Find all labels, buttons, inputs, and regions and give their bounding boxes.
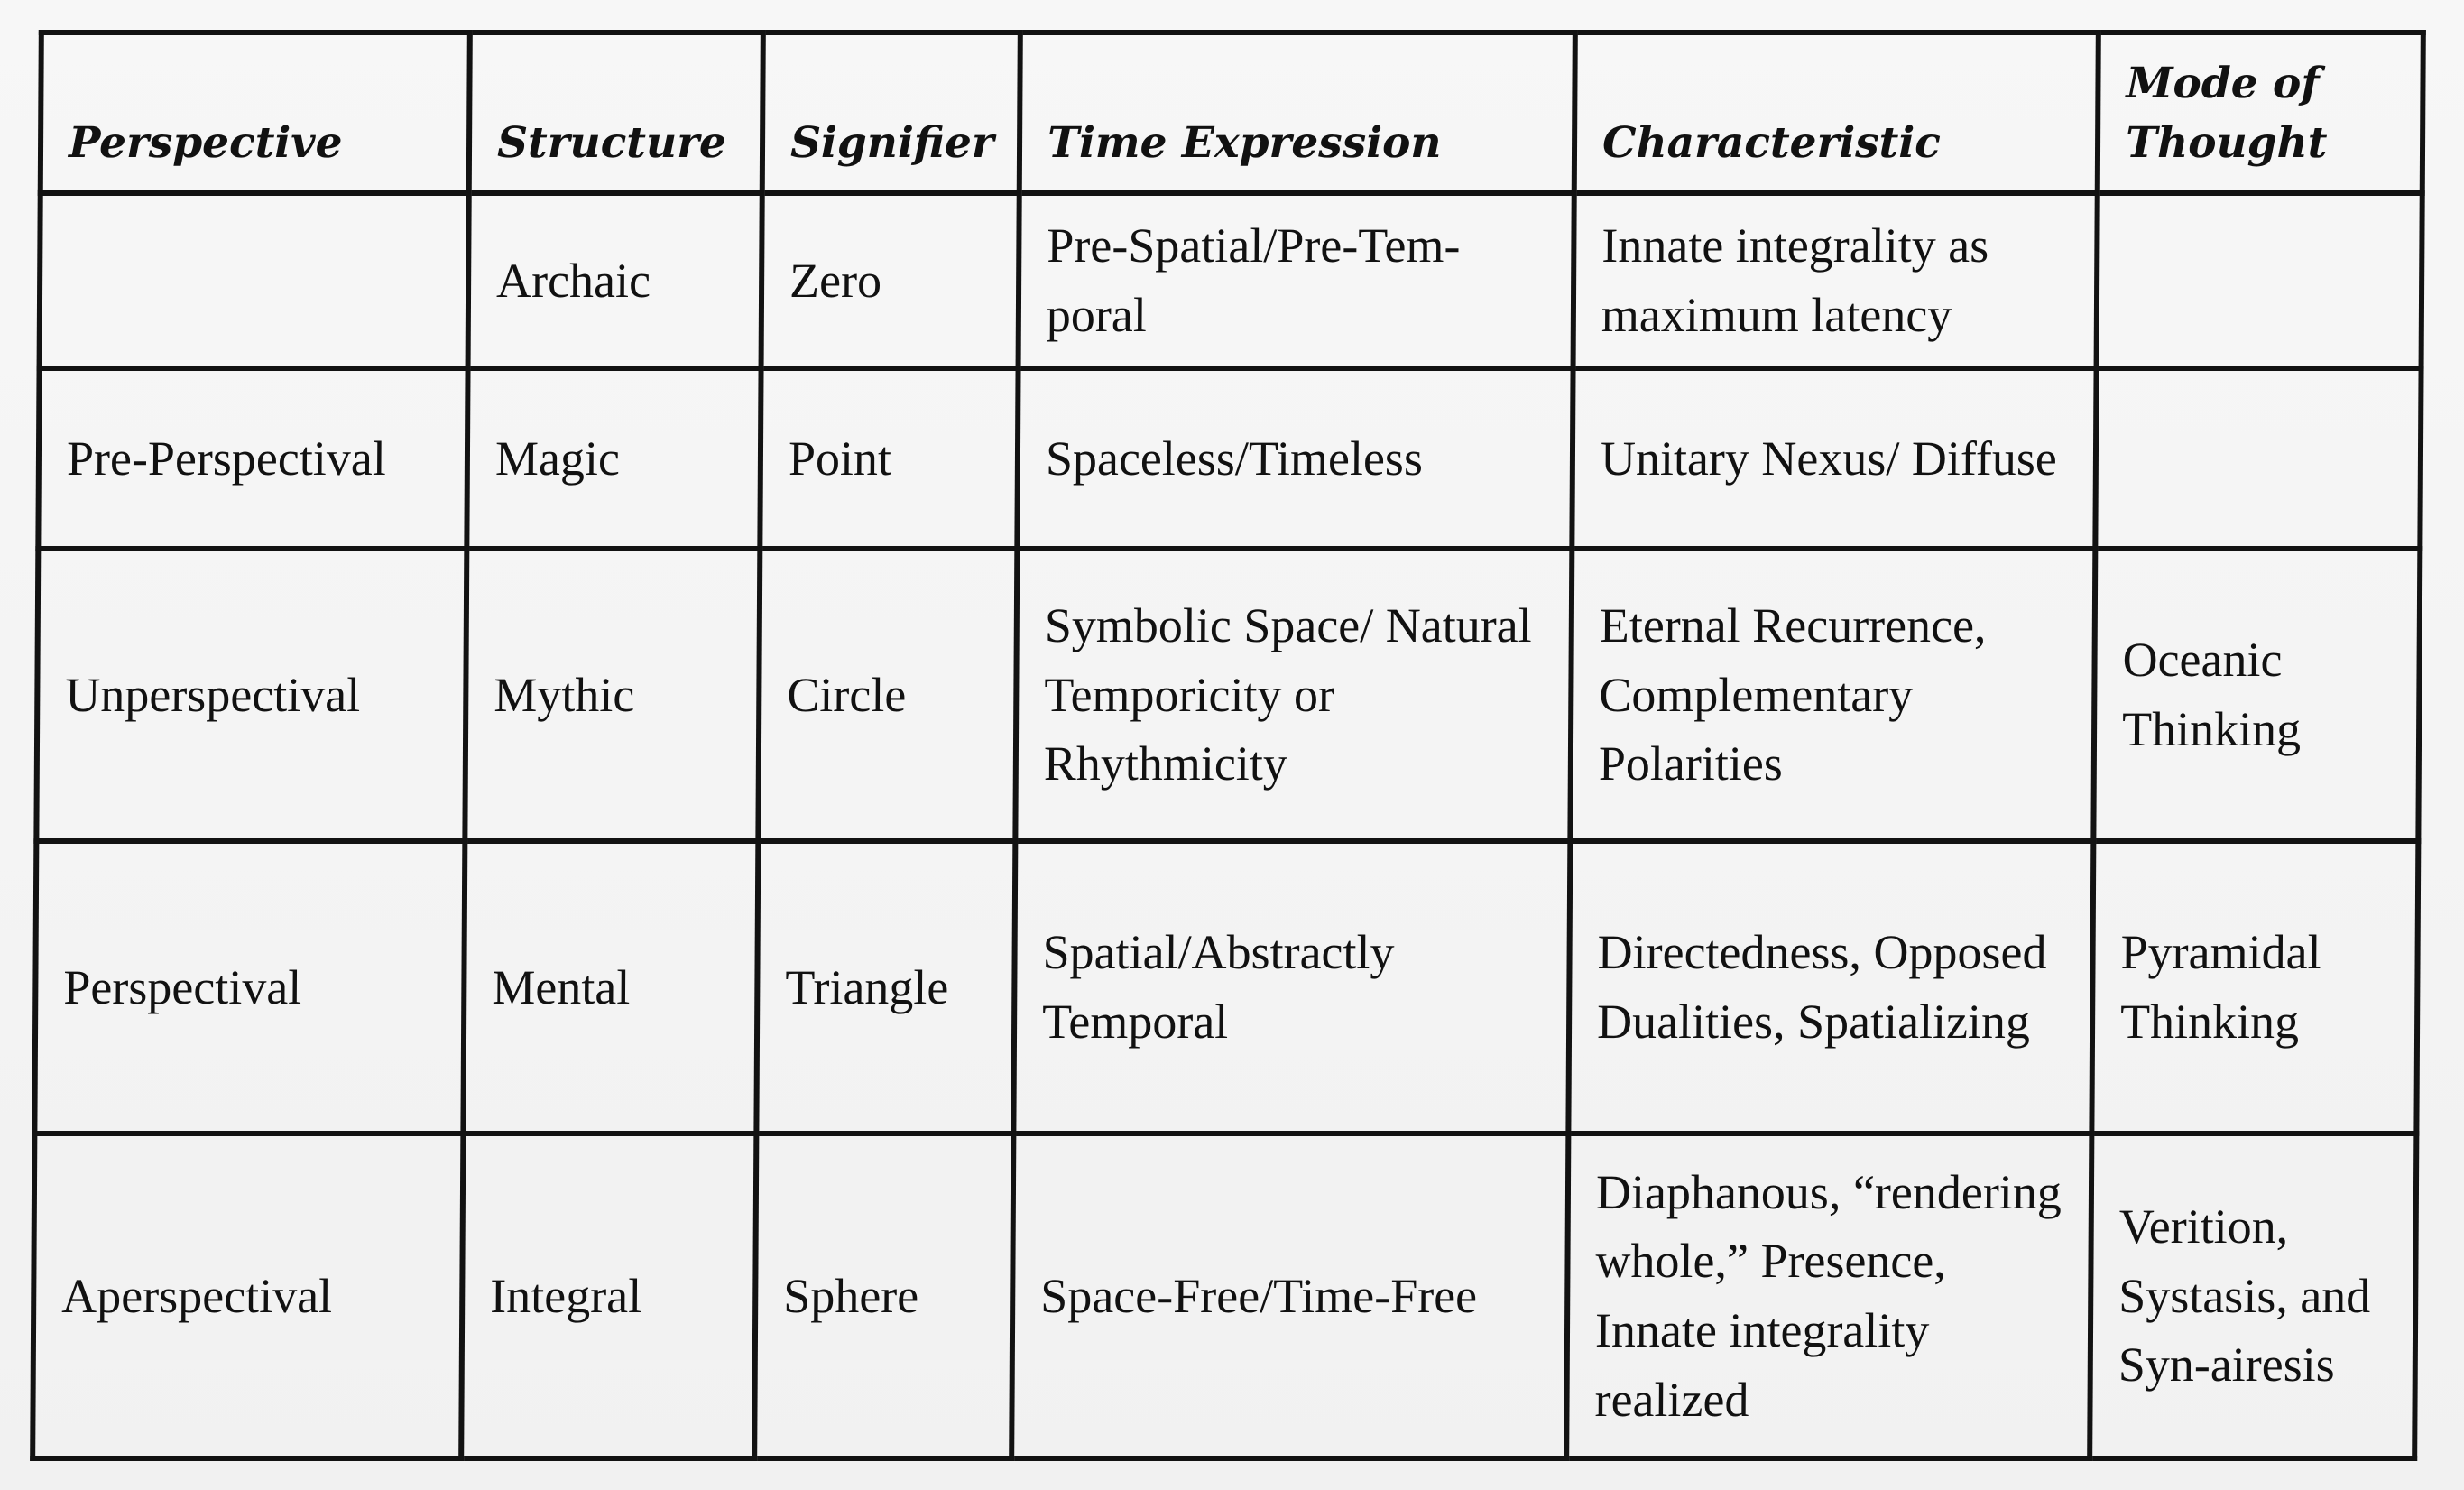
cell-mode-of-thought	[2095, 368, 2421, 549]
cell-structure: Mental	[463, 841, 758, 1134]
cell-signifier: Point	[760, 368, 1018, 549]
cell-signifier: Triangle	[756, 841, 1015, 1134]
cell-time-expression: Symbolic Space/ Natural Temporicity or Rhythmicity	[1015, 549, 1572, 841]
header-structure: Structure	[469, 32, 763, 193]
cell-mode-of-thought: Pyramidal Thinking	[2091, 841, 2418, 1134]
cell-signifier: Circle	[758, 549, 1017, 841]
header-signifier: Signifier	[762, 32, 1020, 193]
cell-structure: Integral	[461, 1134, 756, 1458]
cell-time-expression: Spatial/Abstractly Temporal	[1013, 841, 1570, 1134]
table-row	[40, 193, 2422, 368]
cell-characteristic: Unitary Nexus/ Diffuse	[1572, 368, 2096, 549]
cell-structure: Magic	[466, 368, 761, 549]
cell-signifier: Zero	[761, 193, 1020, 368]
cell-signifier: Sphere	[754, 1134, 1013, 1458]
cell-characteristic: Innate integrality as maximum latency	[1573, 193, 2098, 368]
cell-structure: Archaic	[468, 193, 762, 368]
cell-characteristic: Diaphanous, “rendering whole,” Presence, Innate integrality realized	[1566, 1134, 2091, 1458]
cell-characteristic: Eternal Recurrence, Complementary Polarities	[1570, 549, 2095, 841]
table-row	[34, 841, 2418, 1134]
cell-time-expression: Space-Free/Time-Free	[1011, 1134, 1568, 1458]
header-characteristic: Characteristic	[1574, 32, 2099, 193]
cell-perspective: Pre-Perspectival	[38, 368, 467, 549]
cell-structure: Mythic	[465, 549, 760, 841]
cell-perspective: Unperspectival	[36, 549, 466, 841]
cell-perspective: Perspectival	[34, 841, 465, 1134]
header-row	[41, 32, 2423, 193]
structures-table	[30, 30, 2426, 1461]
table-row	[38, 368, 2421, 549]
cell-mode-of-thought: Oceanic Thinking	[2093, 549, 2420, 841]
header-mode-of-thought: Mode of Thought	[2098, 32, 2423, 193]
cell-characteristic: Directedness, Opposed Dualities, Spatializing	[1568, 841, 2093, 1134]
header-perspective: Perspective	[41, 32, 470, 193]
cell-time-expression: Pre-Spatial/Pre-Tem-poral	[1019, 193, 1574, 368]
cell-mode-of-thought: Verition, Systasis, and Syn-airesis	[2090, 1134, 2416, 1458]
table-row	[32, 1134, 2416, 1458]
cell-time-expression: Spaceless/Timeless	[1017, 368, 1573, 549]
cell-perspective: Aperspectival	[32, 1134, 463, 1458]
header-time-expression: Time Expression	[1020, 32, 1575, 193]
table-row	[36, 549, 2420, 841]
cell-perspective	[40, 193, 469, 368]
cell-mode-of-thought	[2097, 193, 2422, 368]
